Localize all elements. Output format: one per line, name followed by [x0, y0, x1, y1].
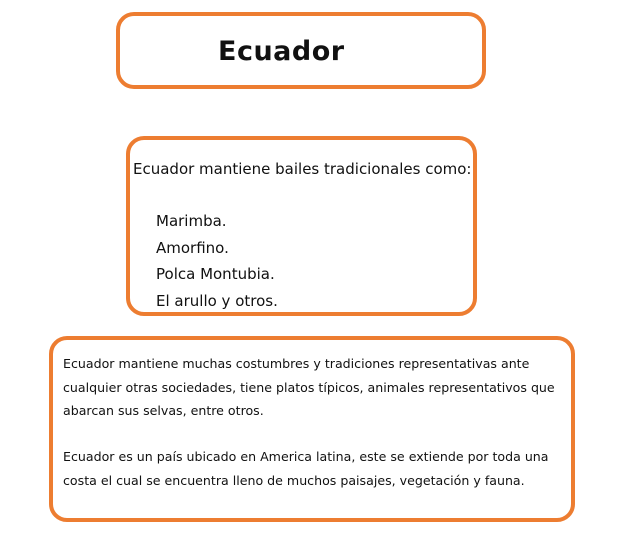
page-title: Ecuador: [218, 36, 345, 67]
dances-list: [156, 208, 278, 314]
dances-intro: Ecuador mantiene bailes tradicionales como:: [133, 160, 472, 178]
info-box: [49, 336, 575, 522]
list-item: Marimba.: [156, 212, 227, 230]
list-item: El arullo y otros.: [156, 291, 278, 310]
title-box: [116, 12, 486, 89]
info-paragraph-location: Ecuador es un país ubicado en America latina, este se extiende por toda una costa el cual se encuentra lleno de muchos paisajes, vegetación y fauna.: [63, 449, 549, 488]
list-item: Polca Montubia.: [156, 265, 275, 283]
info-paragraph-customs: Ecuador mantiene muchas costumbres y tradiciones representativas ante cualquier otras sociedades, tiene platos típicos, animales representativos que abarcan sus selvas, entre otros.: [63, 356, 555, 418]
list-item: Amorfino.: [156, 238, 229, 257]
dances-box: [126, 136, 477, 316]
